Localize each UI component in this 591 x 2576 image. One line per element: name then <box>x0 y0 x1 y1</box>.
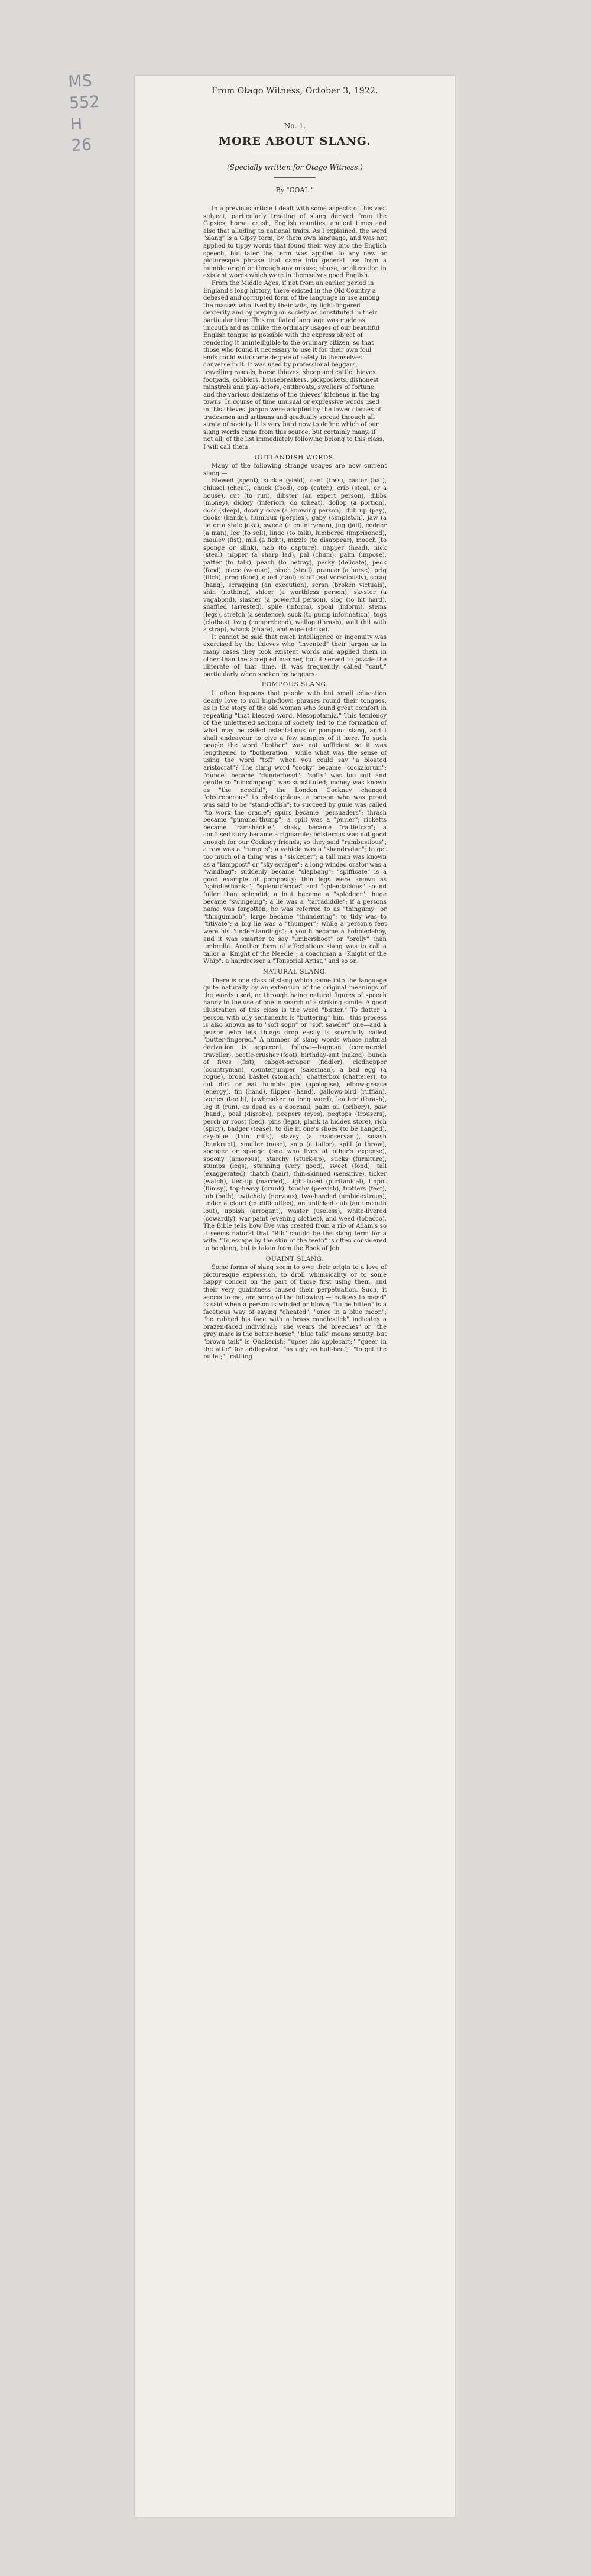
byline-note: (Specially written for Otago Witness.) <box>227 163 363 171</box>
serial-number: No. 1. <box>284 122 306 130</box>
archive-annotation: MS 552 H 26 <box>67 72 100 155</box>
byline: By "GOAL." <box>275 186 314 194</box>
article-body <box>203 206 387 1361</box>
section-heading: OUTLANDISH WORDS. <box>254 453 336 461</box>
newspaper-clipping <box>135 76 455 2517</box>
section-heading: POMPOUS SLANG. <box>261 681 329 689</box>
intro-paragraph: In a previous article I dealt with some aspects of this vast subject, particularly treating of slang derived from the Gipsies, horse, crush, English counties, ancient times and also that alluding to national traits. As I explained, the word "slang" is a Gipsy term; by them own language, and was not applied to tippy words that found their way into the English speech, but later the term was applied to any new or picturesque phrase that came into general use from a humble origin or through any misuse, abuse, or alteration in existent words which were in themselves good English. <box>203 206 387 280</box>
article-title: MORE ABOUT SLANG. <box>219 135 371 148</box>
source-line: From Otago Witness, October 3, 1922. <box>212 86 378 96</box>
section-paragraph: Some forms of slang seem to owe their origin to a love of picturesque expression, to droll whimsicality or to some happy conceit on the part of those first using them, and their very quaintness caused their perpetuation. Such, it seems to me, are some of the following:—"bellows to mend" is said when a person is winded or blown; "to be bitten" is a facetious way of saying "cheated"; "once in a blue moon"; "he rubbed his face with a brass candlestick" indicates a brazen-faced individual; "she wears the breeches" or "the grey mare is the better horse"; "blue talk" means smutty, but "brown talk" is Quakerish; "upset his applecart;" "queer in the attic" for addlepated; "as ugly as bull-beef;" "to get the bullet;" "rattling <box>203 1264 387 1361</box>
section-paragraph: Many of the following strange usages are now current slang:— <box>203 463 387 477</box>
section-heading: NATURAL SLANG. <box>262 968 327 975</box>
section-heading: QUAINT SLANG. <box>265 1255 324 1263</box>
section-paragraph: There is one class of slang which came into the language quite naturally by an extension of the original meanings of the words used, or through being natural figures of speech handy to the use of one in search of a striking simile. A good illustration of this class is the word "butter." To flatter a person with oily sentiments is "buttering" him—this process is also known as to "soft sopn" or "soft sawder" one—and a person who lets things drop easily is scornfully called "butter-fingered." A number of slang words whose natural derivation is apparent, follow:—bagman (commercial traveller), beetle-crusher (foot), birthday-suit (naked), bunch of fives (fist), cabget-scraper (fiddler), clodhopper (countryman), counterjumper (salesman), a bad egg (a rogue), broad basket (stomach), chatterbox (chatterer), to cut dirt or eat humble pie (apologise), elbow-grease (energy), fin (hand), flipper (hand), gallows-bird (ruffian), ivories (teeth), jawbreaker (a long word), leather (thrash), leg it (run), as dead as a doornail, palm oil (bribery), paw (hand), peal (disrobe), peepers (eyes), pegtops (trousers), perch or roost (bed), pins (legs), plank (a hidden store), rich (spicy), badger (tease), to die in one's shoes (to be hanged), sky-blue (thin milk), slavey (a maidservant), smash (bankrupt), smeller (nose), snip (a tailor), spill (a throw), sponger or sponge (one who lives at other's expense), spoony (amorous), starchy (stuck-up), sticks (furniture), stumps (legs), stunning (very good), sweet (fond), tall (exaggerated), thatch (hair), thin-skinned (sensitive), ticker (watch), tied-up (married), tight-laced (puritanical), tinpot (flimsy), top-heavy (drunk), touchy (peevish), trotters (feet), tub (bath), twitchety (nervous), two-handed (ambidextrous), under a cloud (in difficulties), an unlicked cub (an uncouth lout), uppish (arrogant), waster (useless), white-livered (cowardly), war-paint (evening clothes), and weed (tobacco). The Bible tells how Eve was created from a rib of Adam's so it seems natural that "Rib" should be the slang term for a wife. "To escape by the skin of the teeth" is often considered to be slang, but is taken from the Book of Job. <box>203 977 387 1252</box>
byline-rule <box>274 177 316 178</box>
section-paragraph: It cannot be said that much intelligence or ingenuity was exercised by the thieves who "invented" their jargon as in many cases they took existent words and applied them in other than the accepted manner, but it served to puzzle the illiterate of that time. It was frequently called "cant," particularly when spoken by beggars. <box>203 634 387 678</box>
section-paragraph: Blewed (spent), suckle (yield), cant (toss), castor (hat), chiusel (cheat), chuck (food), cop (catch), crib (steal, or a house), cut (to run), dibster (an expert person), dibbs (money), dickey (inferior), do (cheat), dollop (a portion), doss (sleep), downy cove (a knowing person), dub up (pay), dooks (hands), flummux (perplex), gaby (simpleton), jaw (a lie or a stale joke), swede (a countryman), jug (jail), codger (a man), leg (to sell), lingo (to talk), lumbered (imprisoned), mauley (fist), mill (a fight), mizzle (to disappear), mooch (to sponge or slink), nab (to capture), napper (head), nick (steal), nipper (a sharp lad), pal (chum), palm (impose), patter (to talk), peach (to betray), pesky (delicate), peck (food), piece (woman), pinch (steal), prancer (a horse), prig (filch), prog (food), quod (gaol), scoff (eat voraciously), scrag (hang), scragging (an execution), scran (broken victuals), shin (nothing), shicer (a worthless person), skyster (a vagabond), slasher (a powerful person), slog (to hit hard), snaffled (arrested), spile (inform), spoal (inform), stems (legs), stretch (a sentence), suck (to pump information), togs (clothes), twig (comprehend), wallop (thrash), welt (hit with a strap), whack (share), and wipe (strike). <box>203 478 387 634</box>
intro-paragraph: From the Middle Ages, if not from an earlier period in England's long history, there existed in the Old Country a debased and corrupted form of the language in use among the masses who lived by their wits, by light-fingered dexterity and by preying on society as constituted in their particular time. This mutilated language was made as uncouth and as unlike the ordinary usages of our beautiful English tongue as possible with the express object of rendering it unintelligible to the ordinary citizen, so that those who found it necessary to use it for their own foul ends could with some degree of safety to themselves converse in it. It was used by professional beggars, travelling rascals, horse thieves, sheep and cattle thieves, footpads, cobblers, housebreakers, pickpockets, dishonest minstrels and play-actors, cutthroats, swellers of fortune, and the various denizens of the thieves' kitchens in the big towns. In course of time unusual or expressive words used in this thieves' jargon were adopted by the lower classes of tradesmen and artisans and gradually spread through all strata of society. It is very hard now to define which of our slang words came from this source, but certainly many, if not all, of the list immediately following belong to this class. I will call them <box>203 280 385 450</box>
section-paragraph: It often happens that people with but small education dearly love to roll high-flown phrases round their tongues, as in the story of the old woman who found great comfort in repeating "that blessed word, Mesopotamia." This tendency of the unlettered sections of society led to the formation of what may be called ostentatious or pompous slang, and I shall endeavour to give a few samples of it here. To such people the word "bother" was not sufficient so it was lengthened to "botheration," while what was the sense of using the word "toff" when you could say "a bloated aristocrat"? The slang word "cocky" became "cockalorum"; "dunce" became "dunderhead"; "softy" was too soft and gentle so "nincompoop" was substituted; money was known as "the needful"; the London Cockney changed "obstreperous" to obstropolous; a person who was proud was said to be "stand-offish"; to succeed by guile was called "to work the oracle"; spurs became "persuaders"; thrash became "pummel-thump"; a spill was a "purler"; ricketts became "ramshackle"; shaky became "rattletrap"; a confused story became a rigmarole; boisterous was not good enough for our Cockney friends, so they said "rumbustious"; a row was a "rumpus"; a vehicle was a "shandrydan"; to get too much of a thing was a "sickener"; a tall man was known as a "lamppost" or "sky-scraper"; a long-winded orator was a "windbag"; suddenly became "slapbang"; "spifficate" is a good example of pomposity; thin legs were known as "spindleshanks"; "splendiferous" and "splendacious" sound fuller than splendid; a lout became a "splodger"; huge became "swingeing"; a lie was a "tarradiddle"; if a persons name was forgotten, he was referred to as "thingumy" or "thingumbob"; large became "thundering"; to tidy was to "titivate"; a big lie was a "thumper"; while a person's feet were his "understandings"; a youth became a hobbledehoy, and it was smarter to say "umbershoot" or "brolly" than umbrella. Another form of affectatious slang was to call a tailor a "Knight of the Needle"; a coachman a "Knight of the Whip"; a hairdresser a "Tonsorial Artist," and so on. <box>203 690 387 965</box>
